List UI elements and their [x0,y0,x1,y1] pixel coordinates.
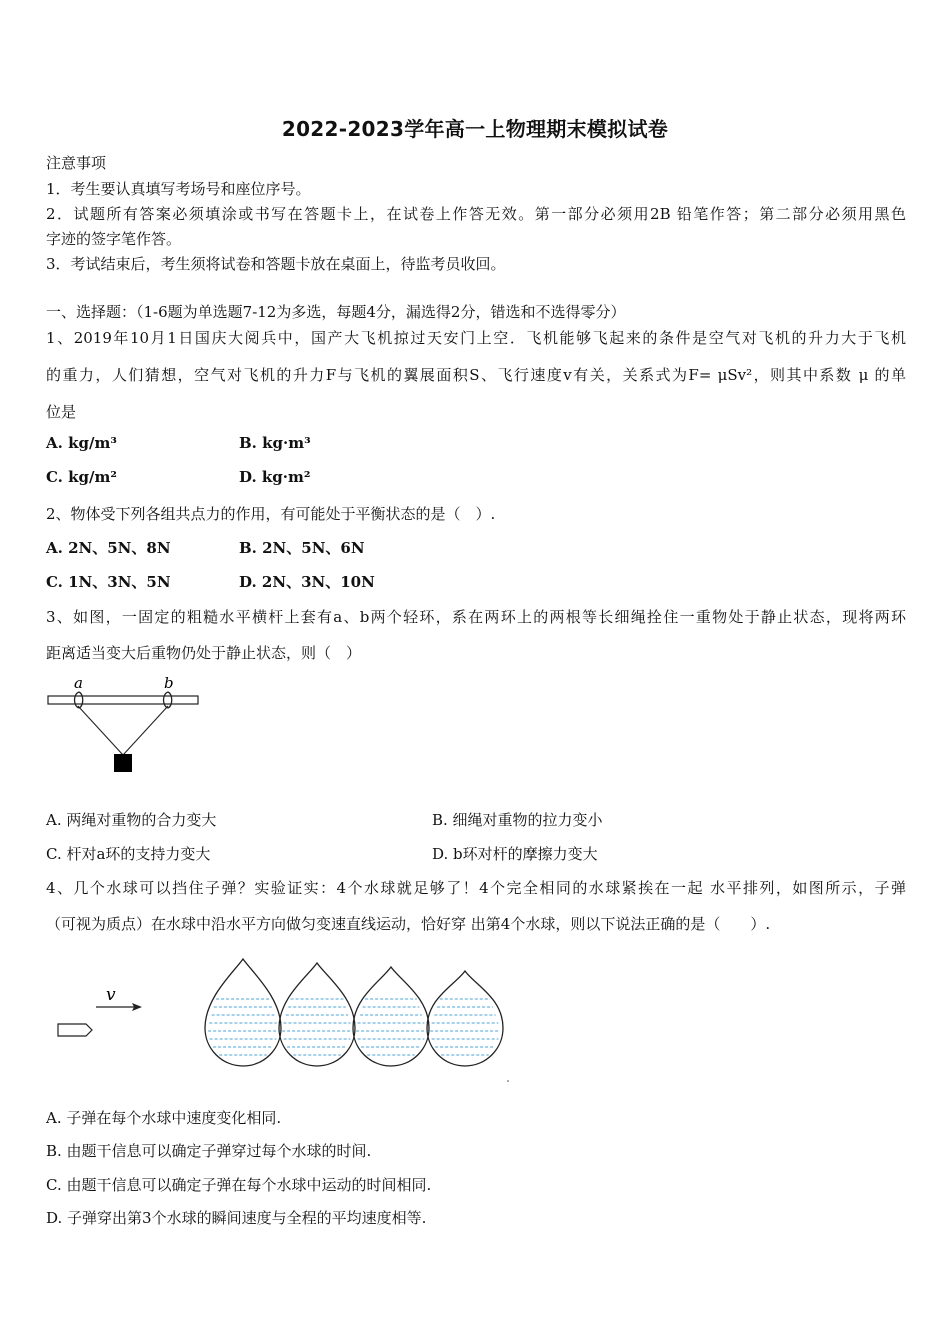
ring-a [75,692,80,708]
page-title: 2022-2023学年高一上物理期末模拟试卷 [281,117,669,141]
q4-stem-line1: 4、几个水球可以挡住子弹？实验证实：4个水球就足够了！4个完全相同的水球紧挨在一起 水平排列，如图所示，子弹 [46,879,906,897]
q2-option-b[interactable]: B. 2N、5N、6N [239,539,365,557]
q1-stem-line2: 的重力，人们猜想，空气对飞机的升力F与飞机的翼展面积S、飞行速度v有关，关系式为F= μSv²，则其中系数 μ 的单 [46,366,906,384]
ring-b [164,692,169,708]
rope-b [123,706,168,755]
q1-option-b[interactable]: B. kg·m³ [239,434,311,452]
q2-option-c[interactable]: C. 1N、3N、5N [46,573,171,591]
q3-option-b[interactable]: B. 细绳对重物的拉力变小 [432,811,603,829]
label-b: b [164,674,174,692]
q1-option-a[interactable]: A. kg/m³ [46,434,117,452]
water-balls-diagram [50,955,520,1085]
q1-option-c[interactable]: C. kg/m² [46,468,117,486]
q3-option-d[interactable]: D. b环对杆的摩擦力变大 [432,845,598,863]
q4-option-b[interactable]: B. 由题干信息可以确定子弹穿过每个水球的时间. [46,1142,372,1160]
section-heading: 一、选择题：（1-6题为单选题7-12为多选，每题4分，漏选得2分，错选和不选得零分） [46,303,626,321]
notice-item-1: 1．考生要认真填写考场号和座位序号。 [46,180,311,198]
q2-stem: 2、物体受下列各组共点力的作用，有可能处于平衡状态的是（ ）. [46,505,496,523]
q3-option-a[interactable]: A. 两绳对重物的合力变大 [46,811,217,829]
water-ball-2 [279,963,355,1066]
q4-option-a[interactable]: A. 子弹在每个水球中速度变化相同. [46,1109,282,1127]
q4-option-d[interactable]: D. 子弹穿出第3个水球的瞬间速度与全程的平均速度相等. [46,1209,427,1227]
notice-item-2-cont: 字迹的签字笔作答。 [46,230,182,248]
q1-stem-line1: 1、2019年10月1日国庆大阅兵中，国产大飞机掠过天安门上空．飞机能够飞起来的条件是空气对飞机的升力大于飞机 [46,329,906,347]
q1-stem-line3: 位是 [46,403,77,421]
q3-stem-line1: 3、如图，一固定的粗糙水平横杆上套有a、b两个轻环，系在两环上的两根等长细绳拴住一重物处于静止状态，现将两环 [46,608,906,626]
label-a: a [74,674,83,692]
notice-item-3: 3．考试结束后，考生须将试卷和答题卡放在桌面上，待监考员收回。 [46,255,506,273]
water-ball-3 [353,967,429,1066]
q4-stem-line2: （可视为质点）在水球中沿水平方向做匀变速直线运动，恰好穿 出第4个水球，则以下说法正确的是（ ）. [46,915,771,933]
q3-option-c[interactable]: C. 杆对a环的支持力变大 [46,845,211,863]
q3-stem-line2: 距离适当变大后重物仍处于静止状态，则（ ） [46,644,362,662]
velocity-label: v [106,985,116,1005]
horizontal-rod [48,696,198,704]
rings-rod-diagram [40,670,210,780]
bullet [58,1024,92,1036]
q2-option-a[interactable]: A. 2N、5N、8N [46,539,171,557]
q1-option-d[interactable]: D. kg·m² [239,468,311,486]
notice-heading: 注意事项 [46,154,107,172]
water-ball-1 [205,959,281,1066]
q4-option-c[interactable]: C. 由题干信息可以确定子弹在每个水球中运动的时间相同. [46,1176,432,1194]
rope-a [78,706,123,755]
notice-item-2: 2．试题所有答案必须填涂或书写在答题卡上，在试卷上作答无效。第一部分必须用2B 铅笔作答；第二部分必须用黑色 [46,205,906,223]
q2-option-d[interactable]: D. 2N、3N、10N [239,573,375,591]
hanging-weight [114,754,132,772]
water-ball-4 [427,971,503,1066]
